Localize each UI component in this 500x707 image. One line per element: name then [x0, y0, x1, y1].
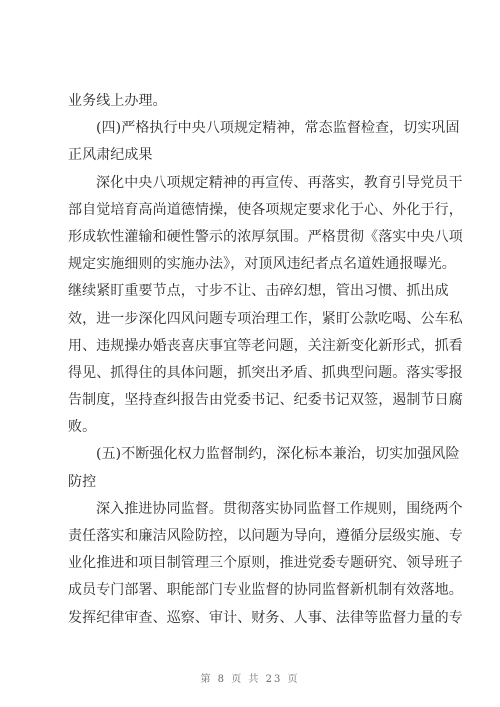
text-line: 效，进一步深化四风问题专项治理工作，紧盯公款吃喝、公车私	[68, 310, 463, 327]
text-line: 业务线上办理。	[68, 93, 167, 109]
section-heading: (四)严格执行中央八项规定精神，常态监督检查，切实巩固	[96, 120, 460, 137]
section-heading-continued: 防控	[68, 473, 97, 490]
section-heading-continued: 正风肃纪成果	[68, 147, 153, 164]
text-line: 形成软性灌输和硬性警示的浓厚氛围。严格贯彻《落实中央八项	[68, 228, 463, 245]
text-line: 业化推进和项目制管理三个原则，推进党委专题研究、领导班子	[68, 555, 463, 572]
text-line: 继续紧盯重要节点，寸步不让、击碎幻想，管出习惯、抓出成	[68, 283, 449, 300]
page-number-footer: 第 8 页 共 23 页	[200, 674, 300, 685]
text-line: 部自觉培育高尚道德情操，使各项规定要求化于心、外化于行，	[68, 201, 463, 218]
text-line: 得见、抓得住的具体问题，抓突出矛盾、抓典型问题。落实零报	[68, 364, 463, 381]
paragraph-first-line: 深入推进协同监督。贯彻落实协同监督工作规则，围绕两个	[96, 500, 463, 517]
text-line: 责任落实和廉洁风险防控，以问题为导向，遵循分层级实施、专	[68, 528, 463, 544]
paragraph-first-line: 深化中央八项规定精神的再宣传、再落实，教育引导党员干	[96, 174, 463, 191]
text-line: 发挥纪律审查、巡察、审计、财务、人事、法律等监督力量的专	[68, 609, 463, 626]
text-line: 规定实施细则的实施办法》，对顶风违纪者点名道姓通报曝光。	[68, 256, 456, 273]
text-line: 用、违规操办婚丧喜庆事宜等老问题，关注新变化新形式，抓看	[68, 337, 463, 354]
section-heading: (五)不断强化权力监督制约，深化标本兼治，切实加强风险	[96, 446, 460, 463]
text-line: 成员专门部署、职能部门专业监督的协同监督新机制有效落地。	[68, 582, 463, 599]
text-line: 败。	[68, 419, 97, 436]
text-line: 告制度，坚持查纠报告由党委书记、纪委书记双签，遏制节日腐	[68, 392, 463, 409]
document-body	[68, 88, 463, 632]
